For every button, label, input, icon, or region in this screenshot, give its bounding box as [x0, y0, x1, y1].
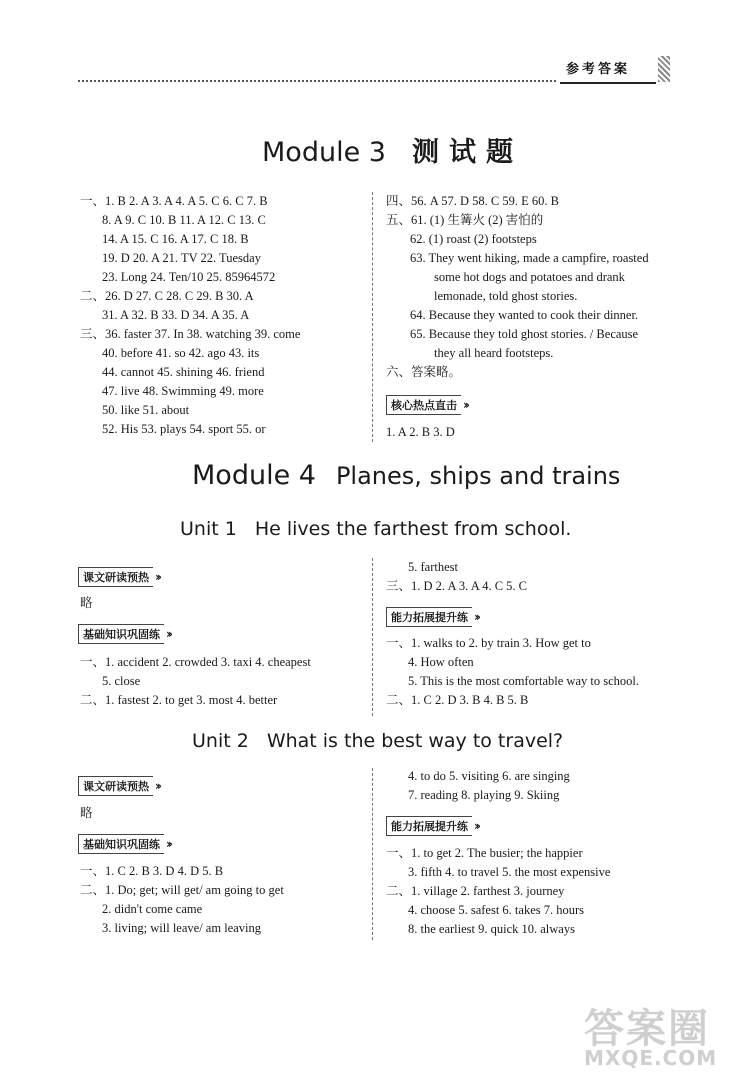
answer-line: 二、26. D 27. C 28. C 29. B 30. A: [80, 289, 254, 303]
answer-line: 1. A 2. B 3. D: [386, 425, 455, 439]
answer-line: 四、56. A 57. D 58. C 59. E 60. B: [386, 194, 559, 208]
section-tag: [386, 395, 467, 415]
unit2-left-answers: [80, 862, 284, 938]
answer-line: 19. D 20. A 21. TV 22. Tuesday: [102, 251, 261, 265]
double-chevron-icon: ››: [474, 819, 478, 833]
column-divider: [372, 192, 373, 442]
header-badge: [560, 54, 670, 84]
header-dotted-rule: [78, 80, 556, 82]
answer-line: 一、1. accident 2. crowded 3. taxi 4. cheapest: [80, 655, 311, 669]
unit2-right-answers: [386, 844, 610, 939]
answer-line: 14. A 15. C 16. A 17. C 18. B: [102, 232, 249, 246]
section-tag-label: 能力拓展提升练: [386, 607, 472, 627]
answer-line: 4. choose 5. safest 6. takes 7. hours: [408, 903, 585, 917]
answer-line: 40. before 41. so 42. ago 43. its: [102, 346, 260, 360]
answer-line: 47. live 48. Swimming 49. more: [102, 384, 264, 398]
answer-line: 50. like 51. about: [102, 403, 190, 417]
module3-title: [262, 130, 523, 169]
column-divider: [372, 558, 373, 716]
section-tag-label: 课文研读预热: [78, 567, 153, 587]
section-tag: [386, 607, 478, 627]
answer-line: 7. reading 8. playing 9. Skiing: [408, 788, 560, 802]
answer-line: 3. fifth 4. to travel 5. the most expensive: [408, 865, 611, 879]
double-chevron-icon: ››: [166, 837, 170, 851]
unit2-number: Unit 2: [192, 730, 249, 752]
unit1-right-top: [386, 558, 527, 596]
watermark-logo: [584, 997, 734, 1070]
watermark-line2: MXQE.COM: [584, 1046, 718, 1070]
answer-line: 8. A 9. C 10. B 11. A 12. C 13. C: [102, 213, 266, 227]
unit1-right-answers: [386, 634, 639, 710]
answer-line: 52. His 53. plays 54. sport 55. or: [102, 422, 266, 436]
answer-line: 64. Because they wanted to cook their dinner.: [410, 308, 639, 322]
answer-line: 略: [80, 596, 93, 610]
module4-title: [192, 460, 620, 491]
watermark-line1: 答案圈: [584, 1006, 710, 1052]
answer-line: 二、1. fastest 2. to get 3. most 4. better: [80, 693, 278, 707]
unit2-text: What is the best way to travel?: [266, 730, 564, 752]
column-divider: [372, 768, 373, 940]
header-underline: [560, 82, 656, 84]
unit1-number: Unit 1: [180, 518, 237, 540]
module3-right-column: [386, 192, 649, 382]
section-tag: [78, 624, 170, 644]
section-tag-label: 核心热点直击: [386, 395, 461, 415]
answer-line: 3. living; will leave/ am leaving: [102, 921, 261, 935]
answer-line: 4. How often: [408, 655, 474, 669]
double-chevron-icon: ››: [166, 627, 170, 641]
answer-line: 44. cannot 45. shining 46. friend: [102, 365, 265, 379]
answer-line: 三、1. D 2. A 3. A 4. C 5. C: [386, 579, 527, 593]
answer-line: 略: [80, 806, 93, 820]
section-tag-label: 能力拓展提升练: [386, 816, 472, 836]
answer-line: 62. (1) roast (2) footsteps: [410, 232, 537, 246]
unit2-right-top: [386, 767, 570, 805]
answer-line: 23. Long 24. Ten/10 25. 85964572: [102, 270, 276, 284]
answer-line: 63. They went hiking, made a campfire, roasted: [410, 251, 649, 265]
answer-line: they all heard footsteps.: [434, 346, 554, 360]
answer-line: 二、1. C 2. D 3. B 4. B 5. B: [386, 693, 529, 707]
answer-line: 2. didn't come came: [102, 902, 203, 916]
module3-left-column: [80, 192, 300, 439]
module3-title-cn: 测试题: [411, 137, 523, 168]
answer-line: 一、1. walks to 2. by train 3. How get to: [386, 636, 591, 650]
section-tag-label: 课文研读预热: [78, 776, 153, 796]
answer-line: 65. Because they told ghost stories. / Because: [410, 327, 639, 341]
unit1-left-answers: [80, 653, 311, 710]
double-chevron-icon: ››: [474, 610, 478, 624]
answer-line: 5. This is the most comfortable way to school.: [408, 674, 639, 688]
answer-line: 一、1. C 2. B 3. D 4. D 5. B: [80, 864, 224, 878]
answer-line: 一、1. to get 2. The busier; the happier: [386, 846, 583, 860]
answer-line: 二、1. Do; get; will get/ am going to get: [80, 883, 284, 897]
unit1-text: He lives the farthest from school.: [254, 518, 572, 540]
double-chevron-icon: ››: [463, 398, 467, 412]
unit2-title: [192, 730, 563, 752]
header-label: 参考答案: [566, 62, 631, 77]
double-chevron-icon: ››: [155, 779, 159, 793]
answer-line: 8. the earliest 9. quick 10. always: [408, 922, 575, 936]
section-tag: [78, 567, 159, 587]
unit1-title: [180, 518, 571, 540]
section-tag-label: 基础知识巩固练: [78, 624, 164, 644]
section-tag: [78, 776, 159, 796]
module4-title-sub: Planes, ships and trains: [335, 462, 621, 490]
answer-line: 五、61. (1) 生篝火 (2) 害怕的: [386, 213, 544, 227]
answer-line: 三、36. faster 37. In 38. watching 39. come: [80, 327, 301, 341]
section-tag-label: 基础知识巩固练: [78, 834, 164, 854]
module4-title-en: Module 4: [192, 460, 316, 491]
answer-line: 二、1. village 2. farthest 3. journey: [386, 884, 565, 898]
answer-line: 一、1. B 2. A 3. A 4. A 5. C 6. C 7. B: [80, 194, 268, 208]
answer-line: 5. close: [102, 674, 141, 688]
answer-line: 六、答案略。: [386, 365, 462, 379]
answer-line: 4. to do 5. visiting 6. are singing: [408, 769, 570, 783]
module3-title-en: Module 3: [262, 137, 386, 168]
header-texture: [658, 56, 670, 82]
answer-line: 31. A 32. B 33. D 34. A 35. A: [102, 308, 250, 322]
answer-line: some hot dogs and potatoes and drank: [434, 270, 625, 284]
section-tag: [386, 816, 478, 836]
answer-line: lemonade, told ghost stories.: [434, 289, 578, 303]
answer-line: 5. farthest: [408, 560, 458, 574]
double-chevron-icon: ››: [155, 570, 159, 584]
section-tag: [78, 834, 170, 854]
